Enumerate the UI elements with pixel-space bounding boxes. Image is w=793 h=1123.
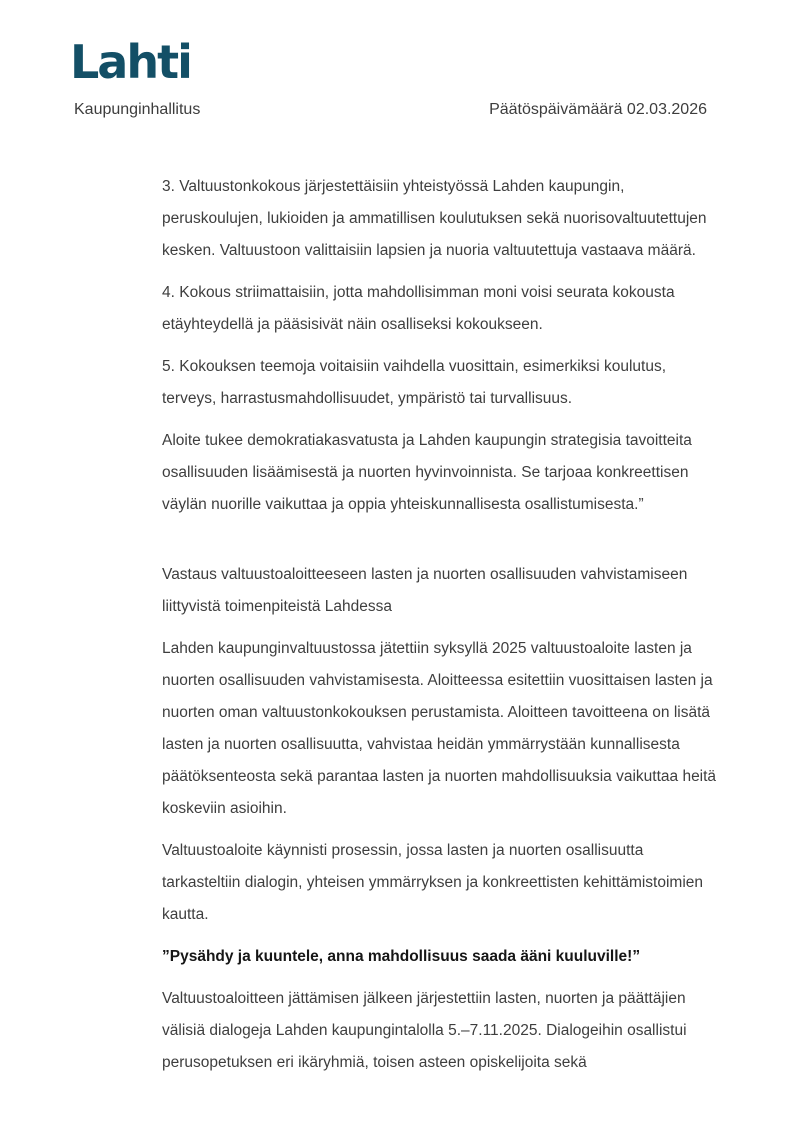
paragraph-quote: ”Pysähdy ja kuuntele, anna mahdollisuus saada ääni kuuluville!”: [162, 948, 641, 965]
lahti-logo: Lahti: [70, 35, 191, 89]
page-header: [74, 101, 707, 119]
paragraph-aloite-tukee: Aloite tukee demokratiakasvatusta ja Lahden kaupungin strategisia tavoitteita osallisuuden lisäämisestä ja nuorten hyvinvoinnista. Se tarjoaa konkreettisen väylän nuorille vaikuttaa ja oppia yhteiskunnallisesta osallistumisesta.”: [162, 432, 692, 513]
paragraph-dialogit: Valtuustoaloitteen jättämisen jälkeen järjestettiin lasten, nuorten ja päättäjien välisiä dialogeja Lahden kaupungintalolla 5.–7.11.2025. Dialogeihin osallistui perusopetuksen eri ikäryhmiä, toisen asteen opiskelijoita sekä: [162, 990, 687, 1071]
paragraph-item-5: 5. Kokouksen teemoja voitaisiin vaihdella vuosittain, esimerkiksi koulutus, terveys, harrastusmahdollisuudet, ympäristö tai turvallisuus.: [162, 358, 666, 407]
header-decision-date: Päätöspäivämäärä 02.03.2026: [489, 101, 707, 118]
paragraph-vastaus-heading: Vastaus valtuustoaloitteeseen lasten ja nuorten osallisuuden vahvistamiseen liittyvistä toimenpiteistä Lahdessa: [162, 566, 688, 615]
paragraph-valtuustoaloite-prosessi: Valtuustoaloite käynnisti prosessin, jossa lasten ja nuorten osallisuutta tarkasteltiin dialogin, yhteisen ymmärryksen ja konkreettisten kehittämistoimien kautta.: [162, 842, 704, 923]
header-organization: Kaupunginhallitus: [74, 101, 201, 118]
paragraph-item-3: 3. Valtuustonkokous järjestettäisiin yhteistyössä Lahden kaupungin, peruskoulujen, lukioiden ja ammatillisen koulutuksen sekä nuorisovaltuutettujen kesken. Valtuustoon valittaisiin lapsien ja nuoria valtuutettuja vastaava määrä.: [162, 178, 707, 259]
document-body: [162, 171, 717, 1089]
paragraph-item-4: 4. Kokous striimattaisiin, jotta mahdollisimman moni voisi seurata kokousta etäyhteydellä ja pääsisivät näin osalliseksi kokoukseen.: [162, 284, 675, 333]
paragraph-kaupunginvaltuusto: Lahden kaupunginvaltuustossa jätettiin syksyllä 2025 valtuustoaloite lasten ja nuorten osallisuuden vahvistamisesta. Aloitteessa esitettiin vuosittaisen lasten ja nuorten oman valtuustonkokouksen perustamista. Aloitteen tavoitteena on lisätä lasten ja nuorten osallisuutta, vahvistaa heidän ymmärrystään kunnallisesta päätöksenteosta sekä parantaa lasten ja nuorten mahdollisuuksia vaikuttaa heitä koskeviin asioihin.: [162, 640, 717, 817]
